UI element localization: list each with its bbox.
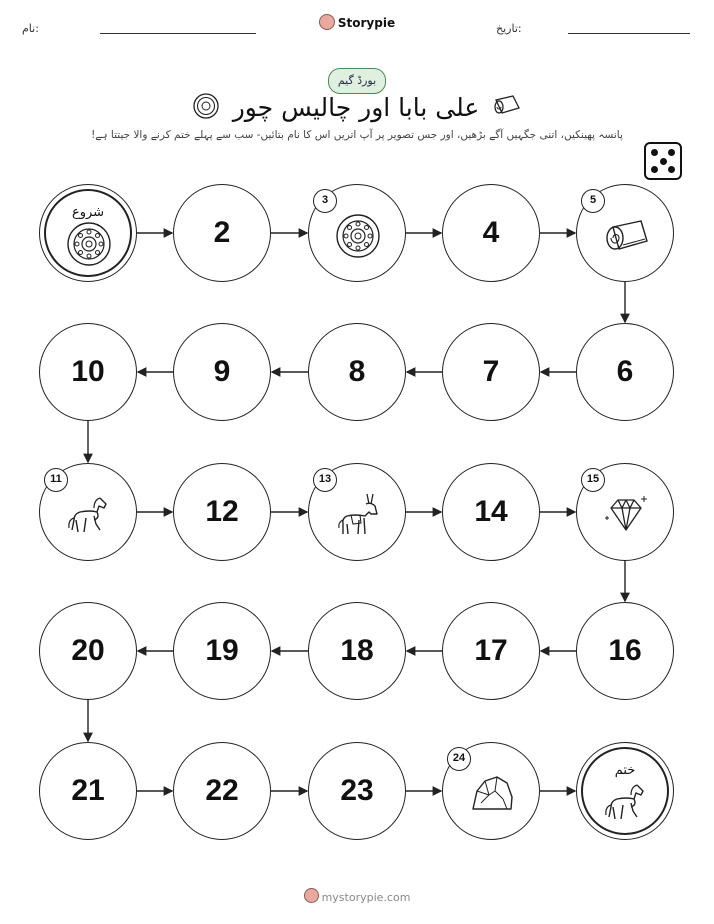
- board-space: [39, 742, 137, 840]
- space-number: 17: [474, 634, 508, 667]
- board-space: [308, 602, 406, 700]
- space-label: شروع: [71, 205, 105, 220]
- board-space: [173, 463, 271, 561]
- board-space: [576, 463, 674, 561]
- space-number: 9: [213, 355, 231, 388]
- space-number: 8: [348, 355, 366, 388]
- space-number: 24: [447, 747, 471, 771]
- space-number: 21: [71, 774, 105, 807]
- shield-icon: [333, 211, 383, 261]
- board-space: [442, 323, 540, 421]
- board-space: [173, 184, 271, 282]
- space-number: 16: [608, 634, 642, 667]
- date-label: تاریخ:: [496, 22, 522, 35]
- board-space: [442, 742, 540, 840]
- board-space: [308, 742, 406, 840]
- space-number: 3: [313, 189, 337, 213]
- space-number: 22: [205, 774, 239, 807]
- donkey-icon: [333, 490, 383, 540]
- space-number: 18: [340, 634, 374, 667]
- space-number: 6: [616, 355, 634, 388]
- space-number: 15: [581, 468, 605, 492]
- carpet-roll-icon: [601, 211, 651, 261]
- brand-mascot-icon: [304, 888, 319, 903]
- brand-logo: Storypie: [0, 14, 714, 30]
- instructions-text: پانسہ پھینکیں، اتنی جگہیں آگے بڑھیں، اور جس تصویر پر آپ اتریں اس کا نام بتائیں- سب سے پہلے ختم کرنے والا جیتتا ہے!: [91, 129, 623, 141]
- board-space: [173, 742, 271, 840]
- board-space: [173, 323, 271, 421]
- horse-icon: [601, 777, 651, 827]
- horse-icon: [64, 490, 114, 540]
- board-space: [39, 602, 137, 700]
- space-label: ختم: [614, 763, 636, 778]
- space-number: 20: [71, 634, 105, 667]
- space-number: 12: [205, 495, 239, 528]
- board-space: [308, 323, 406, 421]
- board-space: [442, 602, 540, 700]
- rock-icon: [467, 769, 517, 819]
- space-number: 7: [482, 355, 500, 388]
- space-number: 13: [313, 468, 337, 492]
- space-number: 2: [213, 216, 231, 249]
- finish-space: [576, 742, 674, 840]
- space-number: 19: [205, 634, 239, 667]
- board-space: [442, 184, 540, 282]
- space-number: 23: [340, 774, 374, 807]
- board-space: [39, 323, 137, 421]
- board-space: [576, 602, 674, 700]
- space-number: 10: [71, 355, 105, 388]
- space-number: 11: [44, 468, 68, 492]
- page-title: علی بابا اور چالیس چور: [0, 92, 714, 124]
- space-number: 5: [581, 189, 605, 213]
- board-space: [576, 184, 674, 282]
- space-number: 4: [482, 216, 500, 249]
- shield-icon: [64, 219, 114, 269]
- footer: mystorypie.com: [0, 888, 714, 904]
- board-space: [576, 323, 674, 421]
- board-space: [308, 184, 406, 282]
- category-badge: بورڈ گیم: [328, 68, 386, 94]
- board-space: [442, 463, 540, 561]
- start-space: [39, 184, 137, 282]
- name-label: نام:: [22, 22, 39, 35]
- board-space: [308, 463, 406, 561]
- space-number: 14: [474, 495, 508, 528]
- board-space: [173, 602, 271, 700]
- diamond-icon: [601, 490, 651, 540]
- board-space: [39, 463, 137, 561]
